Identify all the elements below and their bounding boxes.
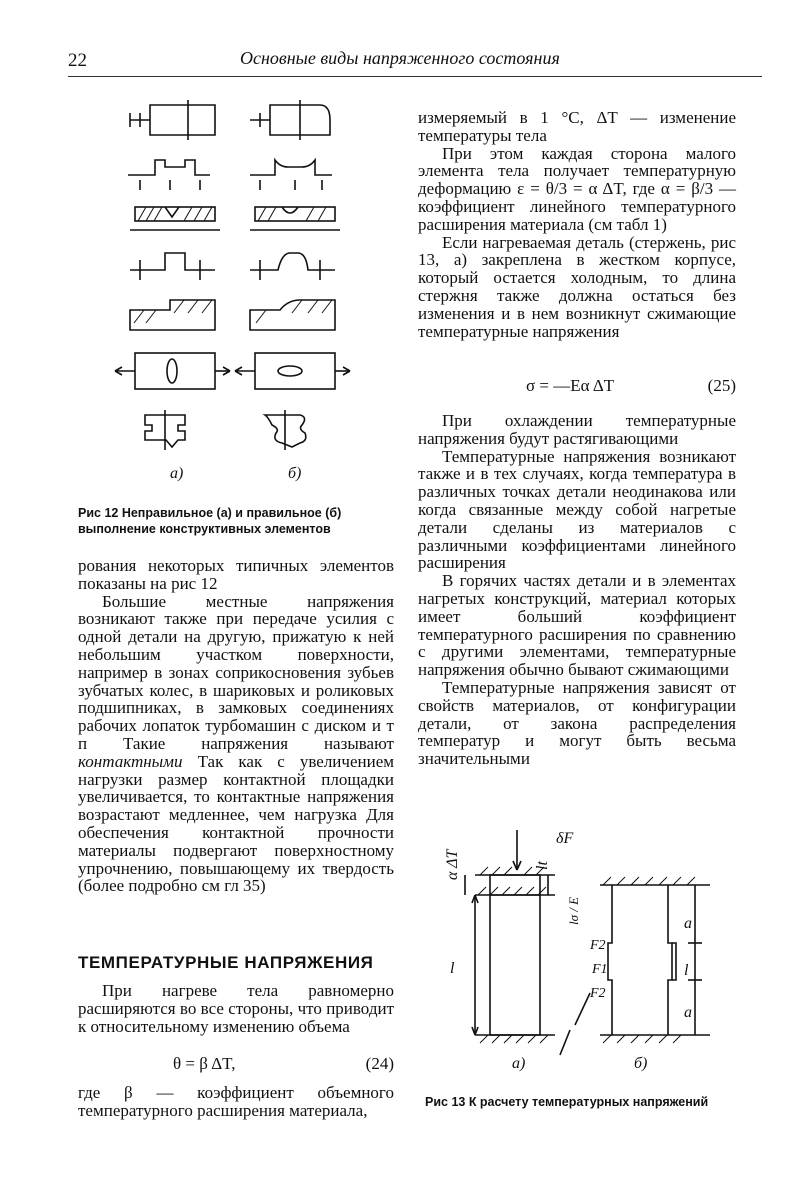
equation-25-number: (25) [707, 376, 736, 395]
left-paragraph-4: где β — коэффициент объемного температурного расширения материала, [78, 1083, 394, 1120]
right-paragraph-4: При охлаждении температурные напряжения будут растягивающими [418, 411, 736, 448]
equation-25-formula: σ = —Eα ΔT [526, 376, 615, 395]
fig13-dim-lt: lt [534, 861, 551, 870]
fig13-caption: Рис 13 К расчету температурных напряжений [425, 1095, 709, 1109]
fig12-row1 [130, 100, 330, 140]
fig12-row5 [130, 300, 335, 330]
right-paragraph-2: При этом каждая сторона малого элемента тела получает температурную деформацию ε = θ/3 = α ΔT, где α = β/3 — коэффициент линейного температурного расширения материала (см табл 1) [418, 143, 736, 234]
right-column-upper [418, 109, 736, 340]
fig13-dim-l: l [450, 960, 455, 977]
left-paragraph-3: При нагреве тела равномерно расширяются во все стороны, что приводит к относительному изменению объема [78, 981, 394, 1036]
right-paragraph-5: Температурные напряжения возникают также и в тех случаях, когда температура в различных точках детали неодинакова или когда связанные между собой нагретые детали сделаны из материалов с различными коэффициентами линейного расширения [418, 446, 736, 573]
fig12-row2 [128, 160, 332, 190]
fig13-dim-e: lσ / E [566, 896, 581, 925]
left-column-upper [78, 557, 394, 895]
section-heading: ТЕМПЕРАТУРНЫЕ НАПРЯЖЕНИЯ [78, 953, 374, 972]
left-paragraph-1: рования некоторых типичных элементов показаны на рис 12 [78, 556, 394, 593]
figure-12-drawing [110, 95, 345, 465]
fig12-label-b: б) [288, 465, 302, 482]
equation-25 [418, 376, 736, 396]
right-paragraph-3: Если нагреваемая деталь (стержень, рис 13, а) закреплена в жестком корпусе, который остается холодным, то длина стержня также должна остаться без изменения и в нем возникнут сжимающие температурные напряжения [418, 232, 736, 341]
left-p2-start: Большие местные напряжения возникают также при передаче усилия с одной детали на другую, прижатую к ней небольшим участком поверхности, например в зонах соприкосновения зубьев зубчатых колес, в шариковых и роликовых подшипниках, в замковых соединениях рабочих лопаток турбомашин с диском и т п Такие напряжения называют [78, 591, 394, 753]
fig12-label-a: а) [170, 465, 184, 482]
fig13-force: δF [556, 830, 574, 847]
page-number: 22 [68, 50, 87, 71]
left-paragraph-4-box [78, 1084, 394, 1120]
right-paragraph-6: В горячих частях детали и в элементах нагретых конструкций, материал которых имеет больший коэффициент температурного расширения по сравнению с другими элементами, температурные напряжения обычно бывают сжимающими [418, 571, 736, 680]
fig12-caption: Рис 12 Неправильное (а) и правильное (б) выполнение конструктивных элементов [78, 506, 342, 536]
fig13-f1: F1 [592, 962, 608, 977]
left-column-lower [78, 982, 394, 1035]
fig13-f2-top: F2 [590, 938, 606, 953]
fig12-row7 [145, 410, 306, 450]
fig13-dim-a-bottom: a [684, 1004, 692, 1021]
fig13-dim-l2: l [684, 962, 689, 979]
fig13-label-b: б) [634, 1055, 648, 1072]
term-contact: контактными [78, 751, 183, 771]
equation-24 [78, 1054, 394, 1074]
right-paragraph-7: Температурные напряжения зависят от свойств материалов, от конфигурации детали, от закона распределения температур и могут быть весьма значительными [418, 677, 736, 769]
fig13-dim-a-top: a [684, 915, 692, 932]
fig13-dim-alpha-dt: α ΔT [444, 849, 461, 880]
right-column-lower [418, 412, 736, 768]
fig13-label-a: а) [512, 1055, 526, 1072]
fig12-row4 [130, 253, 335, 280]
fig12-row6 [115, 353, 350, 389]
left-paragraph-2 [78, 593, 394, 896]
fig13-f2-bottom: F2 [590, 986, 606, 1001]
running-title: Основные виды напряженного состояния [240, 48, 560, 68]
equation-24-formula: θ = β ΔT, [173, 1054, 236, 1073]
left-p2-end: Так как с увеличением нагрузки размер контактной площадки увеличивается, то контактные напряжения возрастают медленнее, чем нагрузка Для обеспечения контактной прочности материалы подвергают поверхностному упрочнению, повышающему их твердость (более подробно см гл 35) [78, 751, 394, 896]
fig12-row3 [130, 207, 340, 230]
equation-24-number: (24) [365, 1054, 394, 1073]
right-paragraph-1: измеряемый в 1 °C, ΔT — изменение температуры тела [418, 108, 736, 145]
header-rule [68, 76, 762, 77]
